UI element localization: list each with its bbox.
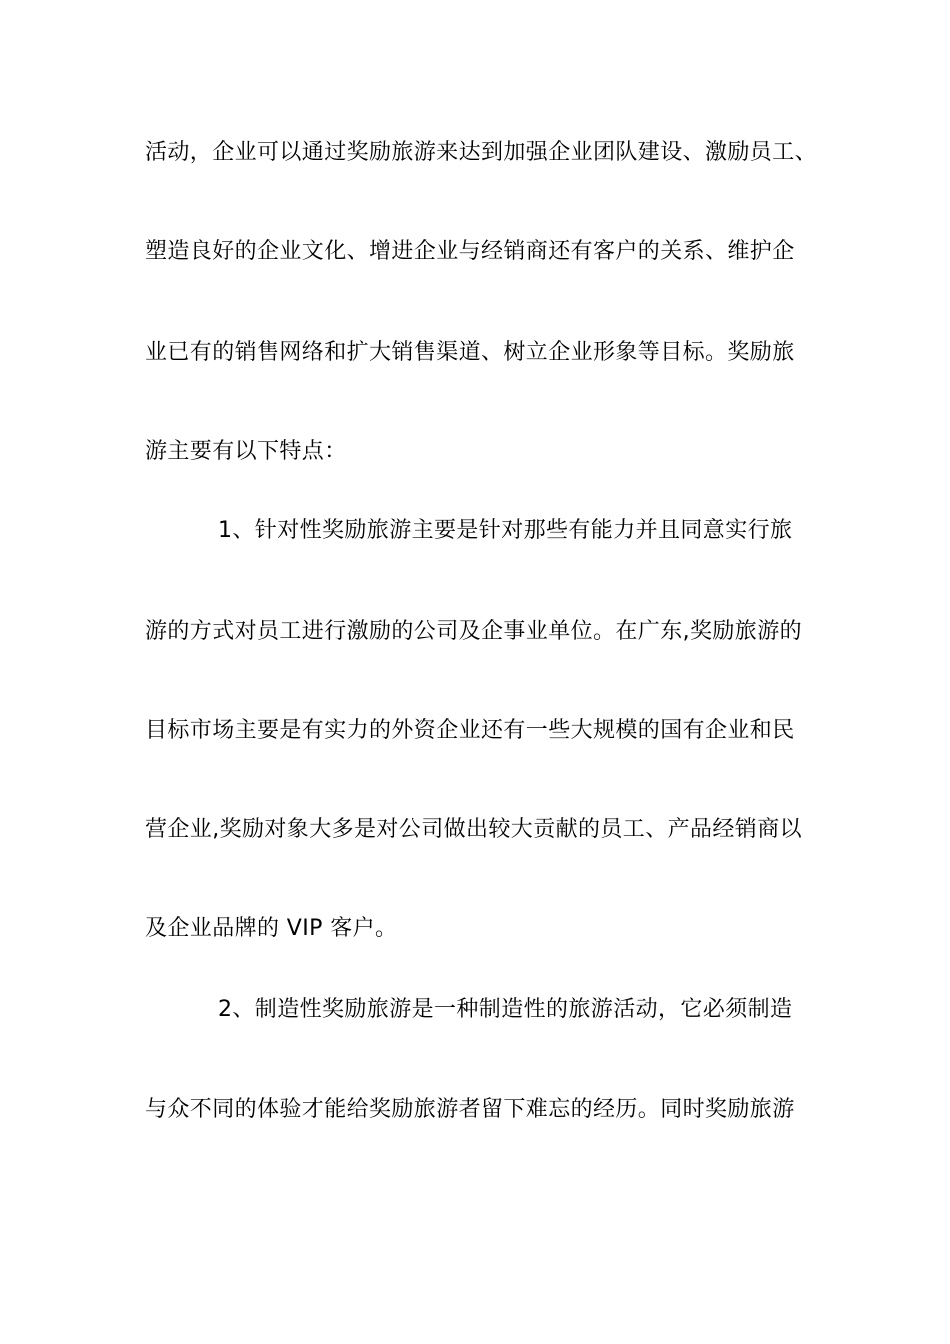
text-line-6: 游的方式对员工进行激励的公司及企事业单位。在广东,奖励旅游的 bbox=[145, 619, 802, 644]
text-line-3: 业已有的销售网络和扩大销售渠道、树立企业形象等目标。奖励旅 bbox=[145, 340, 795, 365]
text-line-4: 游主要有以下特点： bbox=[145, 439, 347, 464]
text-line-9: 及企业品牌的 VIP 客户。 bbox=[145, 916, 398, 941]
text-line-11: 与众不同的体验才能给奖励旅游者留下难忘的经历。同时奖励旅游 bbox=[145, 1097, 795, 1122]
text-line-7: 目标市场主要是有实力的外资企业还有一些大规模的国有企业和民 bbox=[145, 718, 795, 743]
text-line-8: 营企业,奖励对象大多是对公司做出较大贡献的员工、产品经销商以 bbox=[145, 817, 802, 842]
text-line-1: 活动，企业可以通过奖励旅游来达到加强企业团队建设、激励员工、 bbox=[145, 140, 818, 165]
paragraph-2-heading-line: 2、制造性奖励旅游是一种制造性的旅游活动，它必须制造 bbox=[218, 997, 793, 1022]
paragraph-1-heading-line: 1、针对性奖励旅游主要是针对那些有能力并且同意实行旅 bbox=[218, 518, 793, 543]
text-line-2: 塑造良好的企业文化、增进企业与经销商还有客户的关系、维护企 bbox=[145, 239, 795, 264]
